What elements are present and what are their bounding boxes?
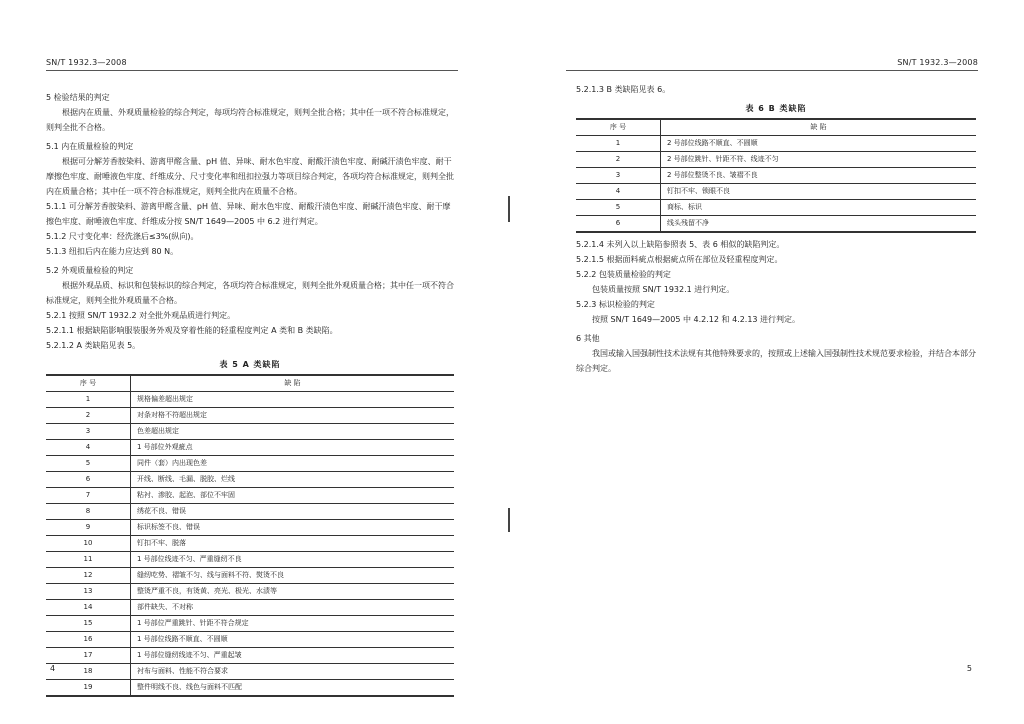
- defect-description: 钉扣不牢、脱落: [131, 536, 455, 552]
- table-header: [576, 119, 976, 136]
- table-row: [46, 616, 454, 632]
- row-number: 13: [46, 584, 131, 600]
- header-standard-code: SN/T 1932.3—2008: [46, 58, 127, 67]
- defect-description: 开线、断线、毛漏、脱胶、烂线: [131, 472, 455, 488]
- section-heading: 5.2 外观质量检验的判定: [46, 266, 134, 275]
- table-row: [46, 584, 454, 600]
- table-row: [576, 152, 976, 168]
- header-rule: [566, 70, 978, 71]
- table-row: [576, 200, 976, 216]
- row-number: 3: [576, 168, 661, 184]
- body-paragraph: 包装质量按照 SN/T 1932.1 进行判定。: [592, 285, 735, 294]
- body-line: 5.2.1.3 B 类缺陷见表 6。: [576, 85, 671, 94]
- table-row: [46, 664, 454, 680]
- table-row: [46, 600, 454, 616]
- section-heading: 5.1 内在质量检验的判定: [46, 142, 134, 151]
- table-row: [46, 504, 454, 520]
- table-body: [576, 136, 976, 233]
- row-number: 18: [46, 664, 131, 680]
- column-header: 序 号: [46, 375, 131, 392]
- body-line: 5.2.1.1 根据缺陷影响服装服务外观及穿着性能的轻重程度判定 A 类和 B 类缺陷。: [46, 326, 338, 335]
- body-line: 5.2.1 按照 SN/T 1932.2 对全批外观品质进行判定。: [46, 311, 236, 320]
- header-rule: [46, 70, 458, 71]
- defect-description: 1 号部位外观疵点: [131, 440, 455, 456]
- defect-description: 线头残留不净: [661, 216, 977, 233]
- row-number: 8: [46, 504, 131, 520]
- body-paragraph: 根据内在质量、外观质量检验的综合判定，每项均符合标准规定，则判全批合格；其中任一项不符合标准规定，则判全批不合格。: [46, 108, 454, 132]
- table-caption: 表 6 B 类缺陷: [745, 104, 807, 113]
- defect-description: 商标、标识: [661, 200, 977, 216]
- row-number: 6: [576, 216, 661, 233]
- body-paragraph: 按照 SN/T 1649—2005 中 4.2.12 和 4.2.13 进行判定。: [592, 315, 801, 324]
- header-standard-code: SN/T 1932.3—2008: [897, 58, 978, 67]
- right-page-content: [576, 82, 976, 376]
- table-row: [46, 568, 454, 584]
- defect-description: 1 号部位缝纫线迹不匀、严重起皱: [131, 648, 455, 664]
- table-row: [576, 136, 976, 152]
- table-row: [46, 408, 454, 424]
- defect-description: 整烫严重不良，有烫黄、亮光、极光、水渍等: [131, 584, 455, 600]
- table-row: [46, 632, 454, 648]
- row-number: 2: [46, 408, 131, 424]
- row-number: 3: [46, 424, 131, 440]
- body-line: 5.1.2 尺寸变化率：经洗涤后≤3%(纵向)。: [46, 232, 199, 241]
- body-line: 5.2.2 包装质量检验的判定: [576, 270, 671, 279]
- table-row: [46, 536, 454, 552]
- table-caption: 表 5 A 类缺陷: [219, 360, 281, 369]
- body-line: 5.1.3 纽扣后内在能力应达到 80 N。: [46, 247, 179, 256]
- defect-description: 2 号部位线路不顺直、不圆顺: [661, 136, 977, 152]
- defect-description: 1 号部位线迹不匀、严重缝纫不良: [131, 552, 455, 568]
- table-row: [576, 184, 976, 200]
- row-number: 16: [46, 632, 131, 648]
- body-line: 5.2.1.4 未列入以上缺陷参照表 5、表 6 相似的缺陷判定。: [576, 240, 785, 249]
- defect-description: 衬布与面料、性能不符合要求: [131, 664, 455, 680]
- left-page-content: [46, 86, 454, 697]
- table-header-row: [46, 375, 454, 392]
- body-line: 5.2.1.5 根据面料疵点根据疵点所在部位及轻重程度判定。: [576, 255, 783, 264]
- table-header: [46, 375, 454, 392]
- body-paragraph: 根据外观品质、标识和包装标识的综合判定，各项均符合标准规定，则判全批外观质量合格；其中任一项不符合标准规定，则判全批外观质量不合格。: [46, 281, 454, 305]
- defect-description: 同件（套）内出现色差: [131, 456, 455, 472]
- defect-description: 1 号部位线路不顺直、不圆顺: [131, 632, 455, 648]
- defect-description: 2 号部位整烫不良、皱褶不良: [661, 168, 977, 184]
- body-line: 5.2.1.2 A 类缺陷见表 5。: [46, 341, 141, 350]
- row-number: 15: [46, 616, 131, 632]
- table-row: [46, 488, 454, 504]
- row-number: 19: [46, 680, 131, 697]
- defect-description: 绣花不良、错误: [131, 504, 455, 520]
- row-number: 2: [576, 152, 661, 168]
- row-number: 9: [46, 520, 131, 536]
- defect-description: 部件缺失、不对称: [131, 600, 455, 616]
- table-row: [46, 424, 454, 440]
- row-number: 1: [46, 392, 131, 408]
- column-header: 序 号: [576, 119, 661, 136]
- row-number: 4: [576, 184, 661, 200]
- scan-mark: [508, 196, 510, 222]
- section-heading: 5 检验结果的判定: [46, 93, 110, 102]
- defect-description: 对条对格不符超出规定: [131, 408, 455, 424]
- row-number: 5: [46, 456, 131, 472]
- table-row: [46, 440, 454, 456]
- table-row: [46, 456, 454, 472]
- table-row: [576, 216, 976, 233]
- row-number: 6: [46, 472, 131, 488]
- defect-table: [576, 118, 976, 233]
- table-row: [46, 520, 454, 536]
- body-line: 5.1.1 可分解芳香胺染料、游离甲醛含量、pH 值、异味、耐水色牢度、耐酸汗渍色牢度、耐碱汗渍色牢度、耐干摩擦色牢度、耐唾液色牢度、纤维成分按 SN/T 1649—2005 中 6.2 进行判定。: [46, 202, 451, 226]
- body-paragraph: 根据可分解芳香胺染料、游离甲醛含量、pH 值、异味、耐水色牢度、耐酸汗渍色牢度、耐碱汗渍色牢度、耐干摩擦色牢度、耐唾液色牢度、纤维成分、尺寸变化率和纽扣拉强力等项目综合判定，各项均符合标准规定，则判全批内在质量合格；其中任一项不符合标准规定，则判全批内在质量不合格。: [46, 157, 454, 196]
- page-number: 4: [50, 664, 56, 673]
- column-header: 缺 陷: [131, 375, 455, 392]
- defect-description: 钉扣不牢、锁眼不良: [661, 184, 977, 200]
- row-number: 17: [46, 648, 131, 664]
- table-row: [576, 168, 976, 184]
- defect-description: 1 号部位严重跳针、针距不符合规定: [131, 616, 455, 632]
- row-number: 11: [46, 552, 131, 568]
- defect-description: 色差超出规定: [131, 424, 455, 440]
- defect-description: 粘衬、渗胶、起泡、部位不牢固: [131, 488, 455, 504]
- row-number: 5: [576, 200, 661, 216]
- row-number: 10: [46, 536, 131, 552]
- table-row: [46, 552, 454, 568]
- body-line: 5.2.3 标识检验的判定: [576, 300, 655, 309]
- row-number: 7: [46, 488, 131, 504]
- section-heading: 6 其他: [576, 334, 600, 343]
- table-row: [46, 648, 454, 664]
- scan-mark: [508, 508, 510, 532]
- table-body: [46, 392, 454, 697]
- row-number: 14: [46, 600, 131, 616]
- row-number: 4: [46, 440, 131, 456]
- row-number: 1: [576, 136, 661, 152]
- defect-description: 缝纫吃势、褶皱不匀、线与面料不符、熨烫不良: [131, 568, 455, 584]
- body-paragraph: 我国或输入国强制性技术法规有其他特殊要求的，按照或上述输入国强制性技术规范要求检验，并结合本部分综合判定。: [576, 349, 976, 373]
- right-page-blocks: [576, 237, 976, 376]
- table-row: [46, 680, 454, 697]
- table-row: [46, 472, 454, 488]
- defect-description: 2 号部位跳针、针距不符、线迹不匀: [661, 152, 977, 168]
- defect-table: [46, 374, 454, 697]
- table-row: [46, 392, 454, 408]
- table-header-row: [576, 119, 976, 136]
- defect-description: 标识标签不良、错误: [131, 520, 455, 536]
- defect-description: 规格偏差超出规定: [131, 392, 455, 408]
- defect-description: 整件明线不良、线色与面料不匹配: [131, 680, 455, 697]
- page-number: 5: [966, 664, 972, 673]
- row-number: 12: [46, 568, 131, 584]
- column-header: 缺 陷: [661, 119, 977, 136]
